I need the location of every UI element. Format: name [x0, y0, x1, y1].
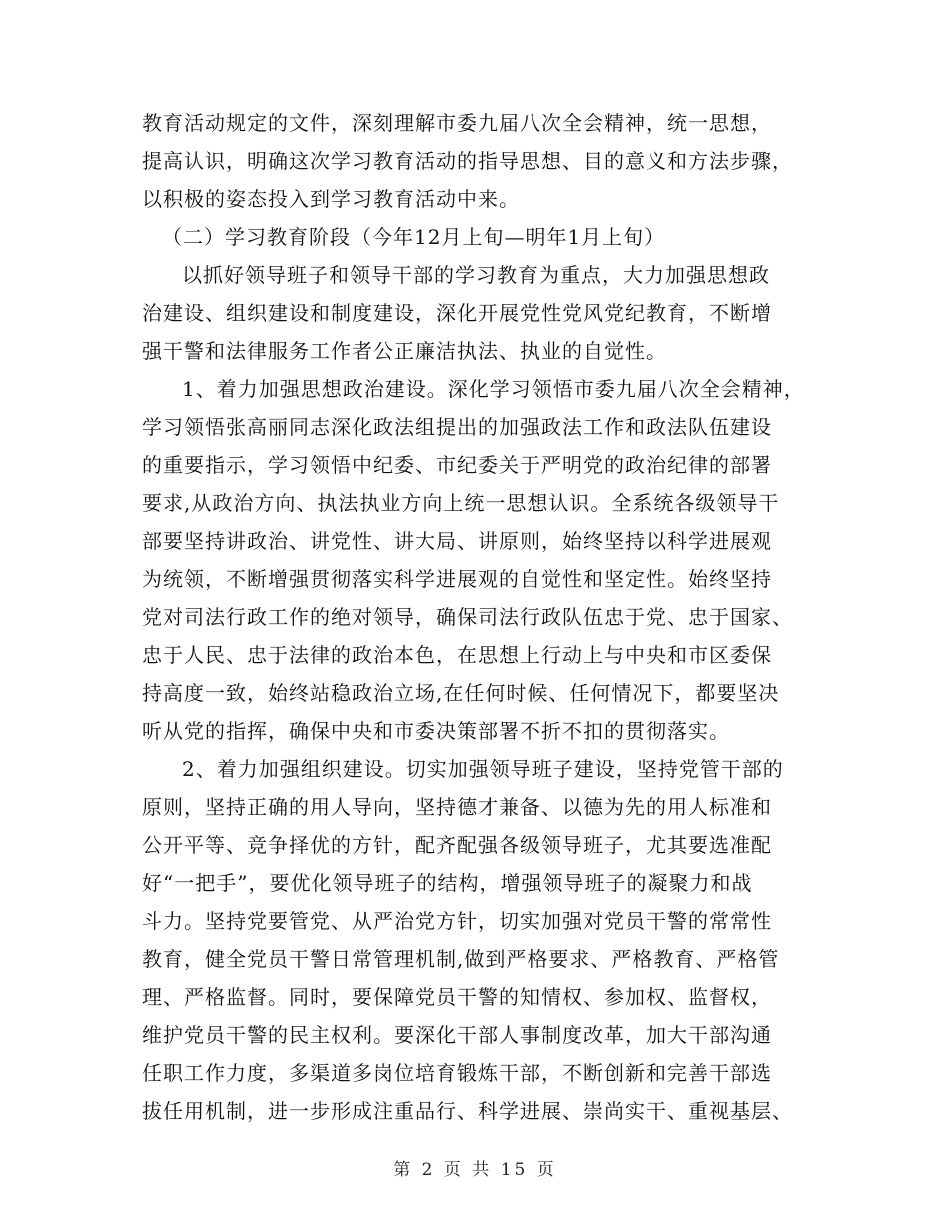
text-line: 教育，健全党员干警日常管理机制,做到严格要求、严格教育、严格管	[142, 947, 780, 971]
text-line: 公开平等、竞争择优的方针，配齐配强各级领导班子，尤其要选准配	[142, 833, 772, 857]
text-line: 为统领，不断增强贯彻落实科学进展观的自觉性和坚定性。始终坚持	[142, 567, 772, 591]
text-line: 好“一把手”，要优化领导班子的结构，增强领导班子的凝聚力和战	[142, 871, 753, 895]
text-line: 党对司法行政工作的绝对领导，确保司法行政队伍忠于党、忠于国家、	[142, 605, 793, 629]
section-heading: （二）学习教育阶段（今年12月上旬—明年1月上旬）	[162, 225, 666, 249]
text-line: 听从党的指挥，确保中央和市委决策部署不折不扣的贯彻落实。	[142, 719, 730, 743]
text-line: 以抓好领导班子和领导干部的学习教育为重点，大力加强思想政	[182, 263, 770, 287]
text-line: 斗力。坚持党要管党、从严治党方针，切实加强对党员干警的常常性	[142, 909, 772, 933]
page-footer: 第 2 页 共 15 页	[393, 1160, 557, 1180]
text-line: 提高认识，明确这次学习教育活动的指导思想、目的意义和方法步骤，	[142, 149, 793, 173]
text-line: 2、着力加强组织建设。切实加强领导班子建设，坚持党管干部的	[182, 757, 784, 781]
text-line: 持高度一致，始终站稳政治立场,在任何时候、任何情况下，都要坚决	[142, 681, 780, 705]
text-line: 理、严格监督。同时，要保障党员干警的知情权、参加权、监督权，	[142, 985, 772, 1009]
text-line: 忠于人民、忠于法律的政治本色，在思想上行动上与中央和市区委保	[142, 643, 772, 667]
text-line: 部要坚持讲政治、讲党性、讲大局、讲原则，始终坚持以科学进展观	[142, 529, 772, 553]
text-line: 1、着力加强思想政治建设。深化学习领悟市委九届八次全会精神，	[182, 377, 805, 401]
text-line: 维护党员干警的民主权利。要深化干部人事制度改革，加大干部沟通	[142, 1023, 772, 1047]
text-line: 以积极的姿态投入到学习教育活动中来。	[142, 187, 520, 211]
text-line: 拔任用机制，进一步形成注重品行、科学进展、崇尚实干、重视基层、	[142, 1099, 793, 1123]
text-line: 学习领悟张高丽同志深化政法组提出的加强政法工作和政法队伍建设	[142, 415, 772, 439]
text-line: 要求,从政治方向、执法执业方向上统一思想认识。全系统各级领导干	[142, 491, 780, 515]
text-line: 任职工作力度，多渠道多岗位培育锻炼干部，不断创新和完善干部选	[142, 1061, 772, 1085]
text-line: 强干警和法律服务工作者公正廉洁执法、执业的自觉性。	[142, 339, 667, 363]
text-line: 的重要指示，学习领悟中纪委、市纪委关于严明党的政治纪律的部署	[142, 453, 772, 477]
text-line: 教育活动规定的文件，深刻理解市委九届八次全会精神，统一思想，	[142, 111, 772, 135]
text-line: 治建设、组织建设和制度建设，深化开展党性党风党纪教育，不断增	[142, 301, 772, 325]
text-line: 原则，坚持正确的用人导向，坚持德才兼备、以德为先的用人标准和	[142, 795, 772, 819]
